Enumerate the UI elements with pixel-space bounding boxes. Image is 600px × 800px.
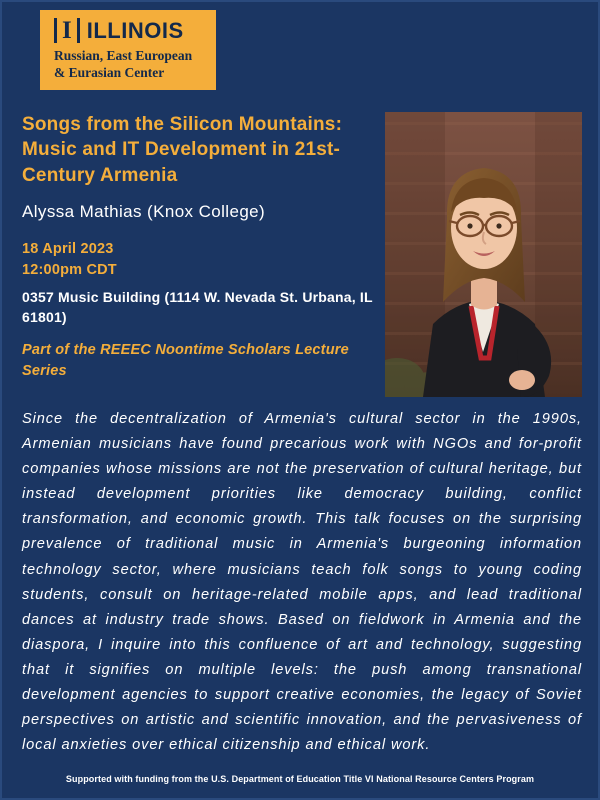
- logo-wordmark: ILLINOIS: [86, 17, 184, 43]
- event-datetime: [22, 239, 372, 281]
- event-abstract: Since the decentralization of Armenia's cultural sector in the 1990s, Armenian musicians have found precarious work with NGOs and for-profit companies whose missions are not the preservation of cultural heritage, but instead development priorities like democracy building, conflict transformation, and economic growth. This talk focuses on the surprising prevalence of traditional music in Armenia's burgeoning information technology sector, where musicians teach folk songs to young coding students, consult on heritage-related mobile apps, and lead traditional dances at industry trade shows. Based on fieldwork in Armenia and the diaspora, I inquire into this confluence of art and technology, suggesting that it signifies on multiple levels: the push among transnational development agencies to support creative economies, the legacy of Soviet perspectives on artistic and scientific innovation, and the pervasiveness of local anxieties over ethical citizenship and ethical work.: [22, 411, 582, 754]
- logo-wordmark-row: [54, 18, 206, 43]
- illinois-reeec-logo: [40, 10, 216, 90]
- funding-statement: Supported with funding from the U.S. Department of Education Title VI National Resource Centers Program: [65, 774, 535, 784]
- event-location: 0357 Music Building (1114 W. Nevada St. Urbana, IL 61801): [22, 289, 373, 326]
- logo-unit-name: [54, 48, 206, 82]
- page-title: Songs from the Silicon Mountains: Music and IT Development in 21st-Century Armenia: [22, 114, 343, 186]
- speaker-photo-image: [385, 112, 582, 397]
- block-i-icon: I: [54, 18, 80, 43]
- speaker-name: Alyssa Mathias (Knox College): [22, 202, 266, 221]
- logo-unit-line-1: Russian, East European: [54, 48, 193, 63]
- event-time: 12:00pm CDT: [22, 262, 117, 279]
- logo-unit-line-2: & Eurasian Center: [54, 64, 165, 80]
- speaker-photo: [385, 112, 582, 397]
- event-series: Part of the REEEC Noontime Scholars Lecture Series: [22, 342, 349, 380]
- event-date: 18 April 2023: [22, 241, 114, 257]
